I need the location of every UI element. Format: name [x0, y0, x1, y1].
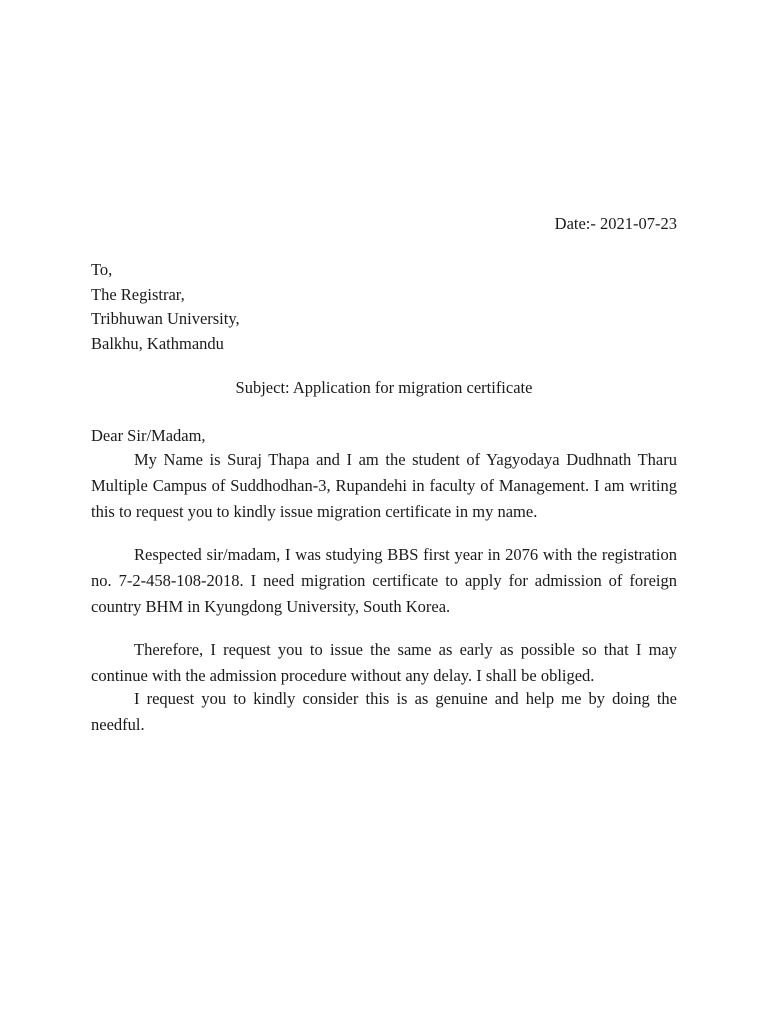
recipient-address	[91, 258, 491, 356]
letter-subject: Subject: Application for migration certificate	[235, 378, 533, 397]
address-line: To,	[91, 260, 113, 279]
address-line: Tribhuwan University,	[91, 309, 240, 328]
body-paragraph: I request you to kindly consider this is as genuine and help me by doing the needful.	[91, 689, 677, 734]
address-line: The Registrar,	[91, 284, 185, 304]
letter-date: Date:- 2021-07-23	[554, 214, 677, 233]
salutation: Dear Sir/Madam,	[91, 426, 206, 445]
body-paragraph: Therefore, I request you to issue the same as early as possible so that I may continue with the admission procedure without any delay. I shall be obliged.	[91, 640, 677, 685]
address-line: Balkhu, Kathmandu	[91, 333, 224, 353]
body-paragraph: My Name is Suraj Thapa and I am the student of Yagyodaya Dudhnath Tharu Multiple Campus of Suddhodhan-3, Rupandehi in faculty of Management. I am writing this to request you to kindly issue migration certificate in my name.	[91, 450, 677, 521]
body-paragraph: Respected sir/madam, I was studying BBS first year in 2076 with the registration no. 7-2-458-108-2018. I need migration certificate to apply for admission of foreign country BHM in Kyungdong University, South Korea.	[91, 545, 677, 616]
